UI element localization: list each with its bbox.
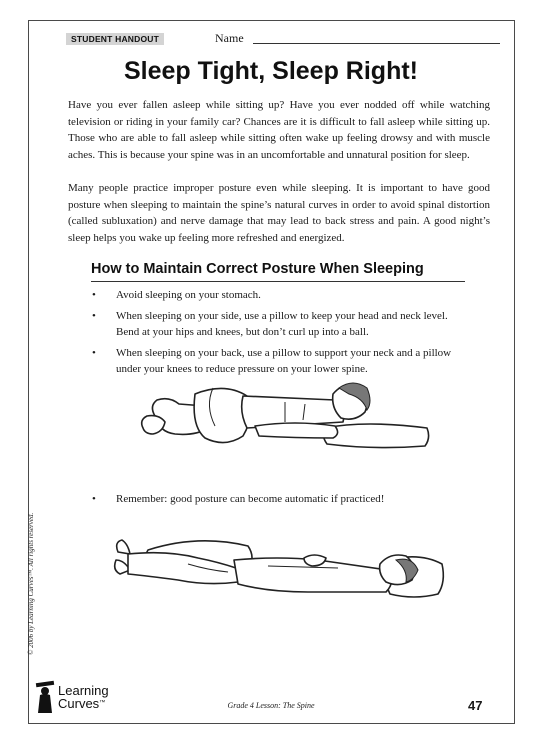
list-item: • Remember: good posture can become automatic if practiced! bbox=[92, 491, 496, 507]
section-heading-rule bbox=[91, 281, 465, 282]
copyright-notice: © 2006 by Learning Curves™. All rights reserved. bbox=[27, 512, 35, 655]
section-heading: How to Maintain Correct Posture When Sleeping bbox=[91, 261, 424, 277]
intro-paragraph-2: Many people practice improper posture even while sleeping. It is important to have good posture when sleeping to maintain the spine’s natural curves in order to avoid spinal distortion (called subluxation) and nerve damage that may lead to back stress and pain. A good night’s sleep helps you wake up feeling more refreshed and energized. bbox=[68, 182, 490, 244]
lesson-footer: Grade 4 Lesson: The Spine bbox=[227, 701, 315, 710]
logo-trademark: ™ bbox=[99, 700, 106, 706]
logo-line-2: Curves bbox=[58, 696, 100, 711]
page-title: Sleep Tight, Sleep Right! bbox=[123, 57, 418, 85]
name-label: Name bbox=[215, 31, 244, 45]
posture-tips-list bbox=[92, 287, 472, 382]
list-item: • When sleeping on your back, use a pillow to support your neck and a pillow under your knees to reduce pressure on your lower spine. bbox=[92, 345, 472, 377]
side-sleeper-illustration bbox=[135, 376, 435, 454]
list-item: • Avoid sleeping on your stomach. bbox=[92, 287, 472, 303]
page-number: 47 bbox=[468, 698, 483, 713]
intro-paragraph-1: Have you ever fallen asleep while sitting up? Have you ever nodded off while watching television or riding in your family car? Chances are it is difficult to fall asleep while sitting up. Those who are able to fall asleep while sitting often wake up feeling drowsy and with muscle aches. This is because your spine was in an uncomfortable and unnatural position for sleep. bbox=[68, 99, 490, 161]
logo-line-1: Learning bbox=[58, 683, 109, 698]
back-sleeper-illustration bbox=[108, 530, 448, 612]
student-handout-badge: STUDENT HANDOUT bbox=[66, 33, 164, 45]
name-line bbox=[253, 43, 500, 44]
list-item: • When sleeping on your side, use a pillow to keep your head and neck level. Bend at your hips and knees, but don’t curl up into a ball. bbox=[92, 308, 472, 340]
